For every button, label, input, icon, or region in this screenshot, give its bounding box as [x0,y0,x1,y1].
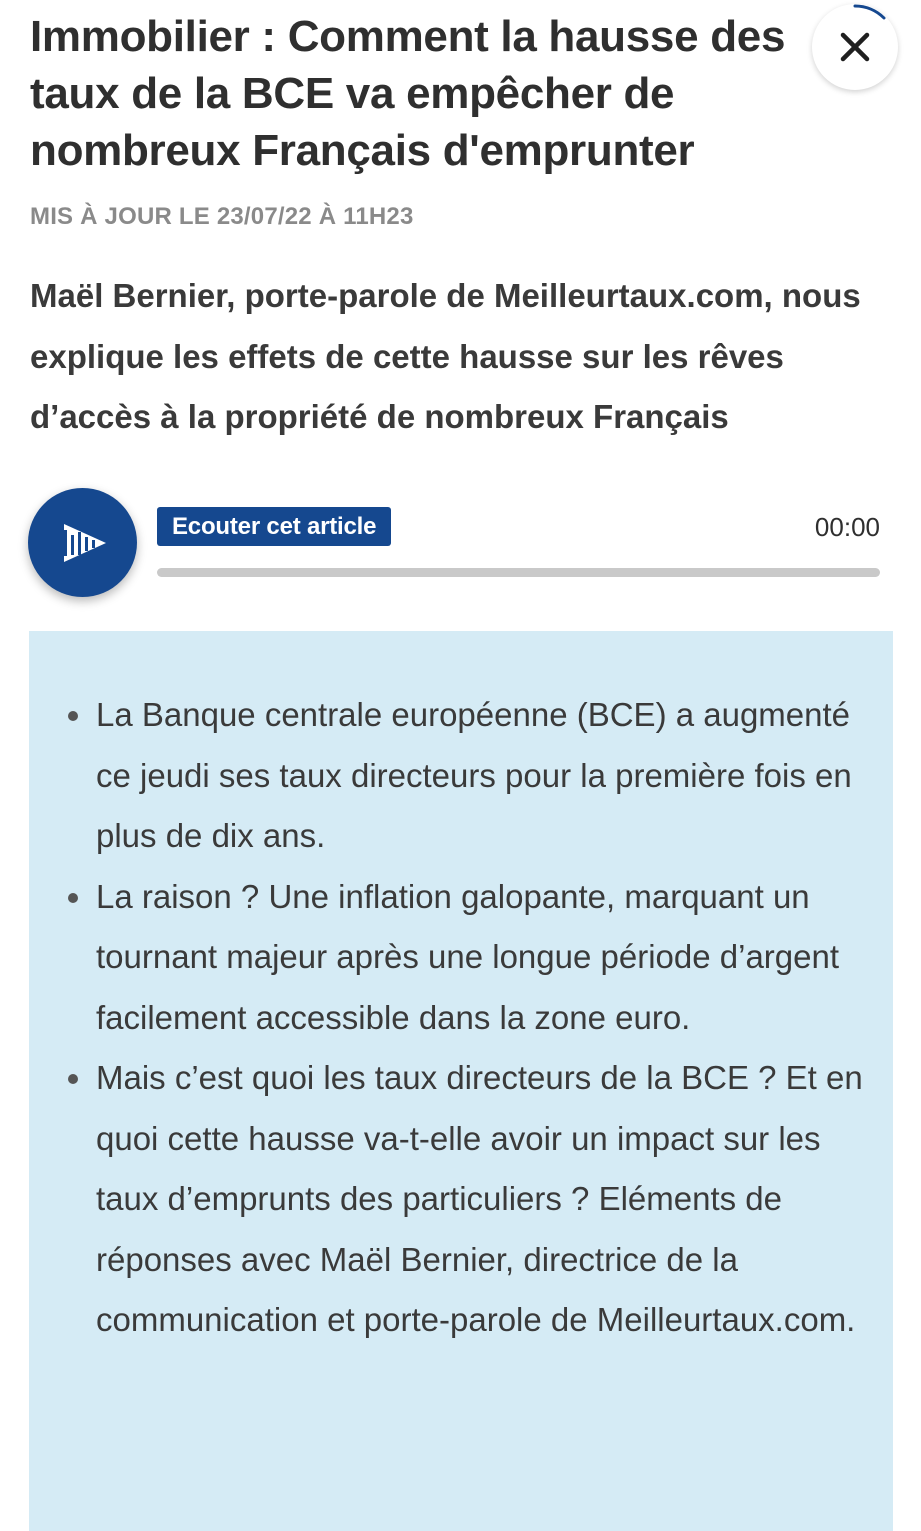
updated-timestamp: MIS À JOUR LE 23/07/22 À 11H23 [30,203,414,230]
summary-box [29,631,893,1531]
listen-article-label[interactable]: Ecouter cet article [157,507,391,546]
article-title: Immobilier : Comment la hausse des taux de la BCE va empêcher de nombreux Français d'emprunter [30,12,786,175]
article-lead: Maël Bernier, porte-parole de Meilleurtaux.com, nous explique les effets de cette hausse sur les rêves d’accès à la propriété de nombreux Français [30,277,861,435]
summary-item-text: La Banque centrale européenne (BCE) a augmenté ce jeudi ses taux directeurs pour la première fois en plus de dix ans. [96,696,852,854]
bullet-icon [68,711,78,721]
summary-item [96,685,876,867]
close-icon [838,30,872,64]
audio-time: 00:00 [814,512,880,542]
close-button[interactable] [812,4,898,90]
summary-list [96,685,876,1351]
audio-progress-track[interactable] [157,568,880,577]
summary-item [96,1048,876,1351]
bullet-icon [68,1074,78,1084]
play-soundwave-icon [56,521,110,565]
summary-item-text: Mais c’est quoi les taux directeurs de la BCE ? Et en quoi cette hausse va-t-elle avoir un impact sur les taux d’emprunts des particuliers ? Eléments de réponses avec Maël Bernier, directrice de la communication et porte-parole de Meilleurtaux.com. [96,1059,863,1338]
audio-play-button[interactable] [28,488,137,597]
summary-item-text: La raison ? Une inflation galopante, marquant un tournant majeur après une longue période d’argent facilement accessible dans la zone euro. [96,877,840,1036]
summary-item [96,867,876,1049]
bullet-icon [68,893,78,903]
